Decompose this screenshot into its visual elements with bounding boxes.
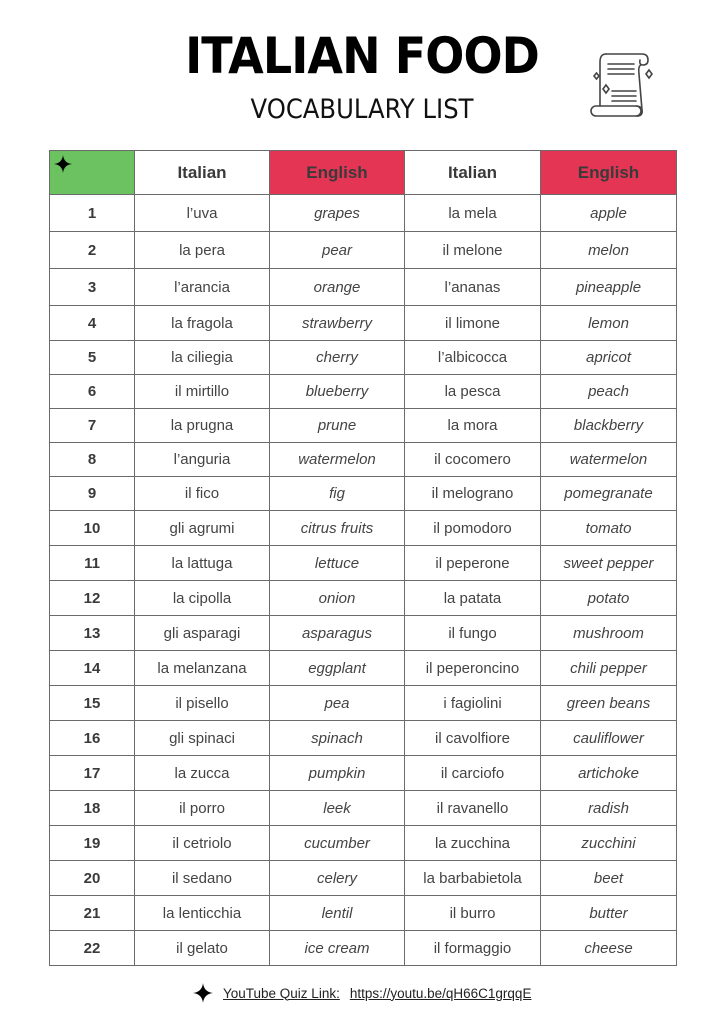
italian-word: l’ananas [405,269,541,306]
table-row [50,651,677,686]
youtube-quiz-link-label[interactable]: YouTube Quiz Link: [223,985,340,1001]
italian-word: la ciliegia [135,341,270,375]
english-word: fig [270,477,405,511]
italian-word: l’albicocca [405,341,541,375]
row-number: 21 [50,896,135,931]
row-number: 2 [50,232,135,269]
english-word: tomato [541,511,677,546]
italian-word: la lattuga [135,546,270,581]
header-italian-2: Italian [405,151,541,195]
italian-word: gli agrumi [135,511,270,546]
italian-word: la melanzana [135,651,270,686]
italian-word: il cetriolo [135,826,270,861]
english-word: asparagus [270,616,405,651]
english-word: pumpkin [270,756,405,791]
english-word: orange [270,269,405,306]
english-word: apricot [541,341,677,375]
english-word: cucumber [270,826,405,861]
english-word: strawberry [270,306,405,341]
english-word: lettuce [270,546,405,581]
corner-header-cell [50,151,135,195]
table-row [50,931,677,966]
header-italian-1: Italian [135,151,270,195]
english-word: cauliflower [541,721,677,756]
table-row [50,896,677,931]
table-row [50,341,677,375]
italian-word: il porro [135,791,270,826]
table-row [50,443,677,477]
row-number: 13 [50,616,135,651]
english-word: pineapple [541,269,677,306]
vocabulary-table [49,150,677,966]
english-word: lentil [270,896,405,931]
italian-word: l’anguria [135,443,270,477]
italian-word: il melograno [405,477,541,511]
english-word: cherry [270,341,405,375]
youtube-quiz-link-url[interactable]: https://youtu.be/qH66C1grqqE [349,985,532,1001]
page-title: ITALIAN FOOD [185,27,539,85]
row-number: 15 [50,686,135,721]
table-row [50,511,677,546]
table-row [50,195,677,232]
english-word: pear [270,232,405,269]
row-number: 22 [50,931,135,966]
italian-word: la fragola [135,306,270,341]
english-word: citrus fruits [270,511,405,546]
table-row [50,756,677,791]
italian-word: il fungo [405,616,541,651]
italian-word: il melone [405,232,541,269]
english-word: cheese [541,931,677,966]
english-word: leek [270,791,405,826]
english-word: onion [270,581,405,616]
table-body [50,195,677,966]
italian-word: la barbabietola [405,861,541,896]
english-word: melon [541,232,677,269]
italian-word: il mirtillo [135,375,270,409]
table-row [50,791,677,826]
english-word: apple [541,195,677,232]
english-word: grapes [270,195,405,232]
page-subtitle: VOCABULARY LIST [250,94,474,125]
footer [193,983,531,1003]
scroll-icon [586,46,656,122]
header-english-1: English [270,151,405,195]
row-number: 19 [50,826,135,861]
row-number: 8 [50,443,135,477]
english-word: potato [541,581,677,616]
italian-word: il cavolfiore [405,721,541,756]
italian-word: il carciofo [405,756,541,791]
italian-word: il fico [135,477,270,511]
row-number: 1 [50,195,135,232]
row-number: 17 [50,756,135,791]
row-number: 3 [50,269,135,306]
english-word: chili pepper [541,651,677,686]
english-word: beet [541,861,677,896]
sparkle-star-icon [54,155,72,173]
row-number: 6 [50,375,135,409]
table-row [50,269,677,306]
english-word: prune [270,409,405,443]
italian-word: la mora [405,409,541,443]
italian-word: il peperoncino [405,651,541,686]
sparkle-star-icon [193,983,213,1003]
italian-word: il peperone [405,546,541,581]
italian-word: il pomodoro [405,511,541,546]
italian-word: il formaggio [405,931,541,966]
italian-word: la zucchina [405,826,541,861]
italian-word: l’arancia [135,269,270,306]
italian-word: il sedano [135,861,270,896]
italian-word: il gelato [135,931,270,966]
english-word: pea [270,686,405,721]
italian-word: gli spinaci [135,721,270,756]
row-number: 7 [50,409,135,443]
english-word: eggplant [270,651,405,686]
italian-word: i fagiolini [405,686,541,721]
table-row [50,477,677,511]
table-row [50,616,677,651]
english-word: lemon [541,306,677,341]
english-word: spinach [270,721,405,756]
italian-word: la patata [405,581,541,616]
english-word: peach [541,375,677,409]
italian-word: la prugna [135,409,270,443]
italian-word: il limone [405,306,541,341]
italian-word: il pisello [135,686,270,721]
english-word: blueberry [270,375,405,409]
row-number: 10 [50,511,135,546]
row-number: 11 [50,546,135,581]
row-number: 9 [50,477,135,511]
header-english-2: English [541,151,677,195]
english-word: radish [541,791,677,826]
italian-word: la lenticchia [135,896,270,931]
italian-word: gli asparagi [135,616,270,651]
english-word: watermelon [270,443,405,477]
table-row [50,546,677,581]
italian-word: la zucca [135,756,270,791]
italian-word: il cocomero [405,443,541,477]
table-row [50,861,677,896]
english-word: green beans [541,686,677,721]
italian-word: il ravanello [405,791,541,826]
english-word: watermelon [541,443,677,477]
english-word: mushroom [541,616,677,651]
table-row [50,721,677,756]
english-word: sweet pepper [541,546,677,581]
row-number: 20 [50,861,135,896]
table-header-row [50,151,677,195]
table-row [50,581,677,616]
row-number: 16 [50,721,135,756]
italian-word: la cipolla [135,581,270,616]
italian-word: il burro [405,896,541,931]
table-row [50,306,677,341]
table-row [50,409,677,443]
english-word: celery [270,861,405,896]
italian-word: l’uva [135,195,270,232]
row-number: 5 [50,341,135,375]
english-word: butter [541,896,677,931]
english-word: ice cream [270,931,405,966]
table-row [50,375,677,409]
english-word: blackberry [541,409,677,443]
row-number: 4 [50,306,135,341]
english-word: zucchini [541,826,677,861]
row-number: 18 [50,791,135,826]
table-row [50,686,677,721]
english-word: pomegranate [541,477,677,511]
table-row [50,826,677,861]
italian-word: la pera [135,232,270,269]
italian-word: la pesca [405,375,541,409]
italian-word: la mela [405,195,541,232]
english-word: artichoke [541,756,677,791]
row-number: 12 [50,581,135,616]
row-number: 14 [50,651,135,686]
table-row [50,232,677,269]
